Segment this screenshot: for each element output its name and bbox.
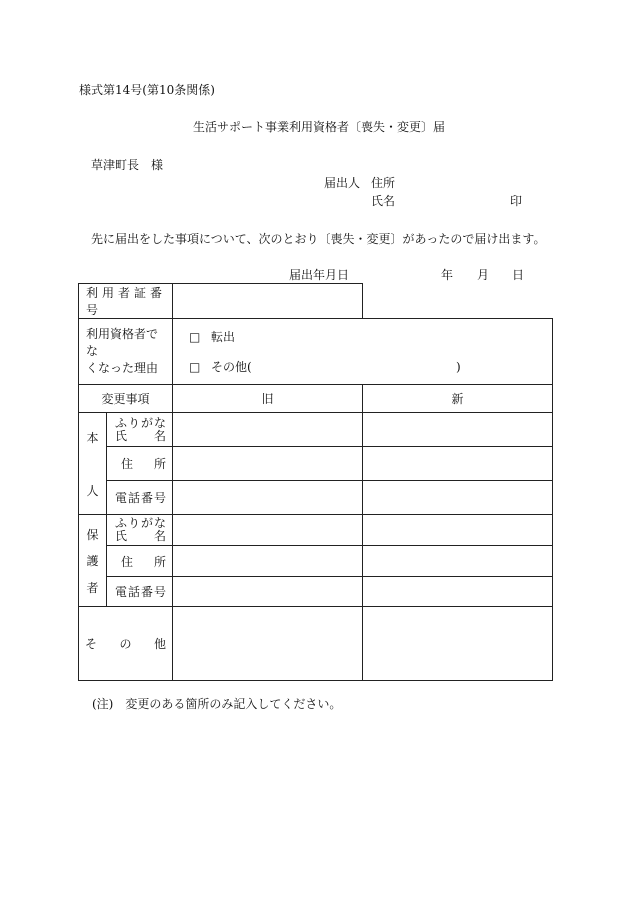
footnote: (注) 変更のある箇所のみ記入してください。 [92,697,342,711]
reason-options-cell [173,319,553,385]
applicant-address-label: 住所 [371,176,396,190]
old-header: 旧 [173,385,363,413]
self-address-old-cell[interactable] [173,447,363,481]
change-item-header: 変更事項 [79,385,173,413]
reason-label-line1: 利用資格者でな [86,327,159,358]
user-id-label-cell [79,284,173,319]
reason-option-transfer-label: 転出 [211,329,236,344]
other-new-cell[interactable] [363,607,553,681]
reason-row [79,319,553,385]
applicant-label: 届出人 [324,176,361,190]
name-label: 氏 名 [115,428,167,443]
user-id-row [79,284,553,319]
self-group-char-1: 本 [86,430,99,445]
user-id-input-cell[interactable] [173,284,363,319]
guardian-group-char-3: 者 [86,580,99,595]
guardian-group-char-2: 護 [86,554,99,568]
reason-option-transfer[interactable] [189,328,552,346]
furigana-label: ふ り が な [115,415,167,430]
form-table [78,283,553,681]
guardian-name-new-cell[interactable] [363,515,553,546]
self-phone-label: 電 話 番 号 [107,481,173,515]
self-group-char-2: 人 [86,483,99,498]
guardian-furigana-name-label [107,515,173,546]
user-id-empty-cell [363,284,553,319]
self-phone-new-cell[interactable] [363,481,553,515]
reason-option-other-label: その他( [211,359,252,374]
guardian-address-old-cell[interactable] [173,546,363,577]
guardian-phone-label: 電 話 番 号 [107,577,173,607]
user-id-label-text: 利用者証番号 [86,286,167,317]
self-group-label [79,413,107,515]
date-day-label: 日 [512,268,525,282]
guardian-address-label: 住 所 [107,546,173,577]
other-old-cell[interactable] [173,607,363,681]
addressee: 草津町長 様 [91,158,164,172]
self-name-new-cell[interactable] [363,413,553,447]
applicant-name-label: 氏名 [371,194,396,208]
self-address-label: 住 所 [107,447,173,481]
other-label: そ の 他 [79,607,173,681]
self-furigana-name-row [79,413,553,447]
name-label: 氏 名 [115,529,167,543]
submission-date-label: 届出年月日 [289,268,350,282]
seal-mark: 印 [510,194,523,208]
reason-label-line2: くなった理由 [86,361,159,375]
guardian-group-label [79,515,107,607]
form-title: 生活サポート事業利用資格者〔喪失・変更〕届 [193,120,446,134]
reason-option-other-close: ) [456,359,461,374]
user-id-label [79,284,172,318]
checkbox-icon[interactable]: □ [189,329,201,344]
date-year-label: 年 [441,268,454,282]
form-number: 様式第14号(第10条関係) [79,83,215,97]
other-row [79,607,553,681]
new-header: 新 [363,385,553,413]
checkbox-icon[interactable]: □ [189,359,201,374]
self-furigana-name-label [107,413,173,447]
guardian-phone-old-cell[interactable] [173,577,363,607]
reason-option-other[interactable] [189,358,552,376]
guardian-furigana-name-row [79,515,553,546]
guardian-address-new-cell[interactable] [363,546,553,577]
self-address-new-cell[interactable] [363,447,553,481]
date-month-label: 月 [477,268,490,282]
header-row [79,385,553,413]
guardian-address-row [79,546,553,577]
guardian-name-old-cell[interactable] [173,515,363,546]
reason-label-cell [79,319,173,385]
self-phone-old-cell[interactable] [173,481,363,515]
self-phone-row [79,481,553,515]
guardian-group-char-1: 保 [86,527,99,542]
body-text: 先に届出をした事項について、次のとおり〔喪失・変更〕があったので届け出ます。 [91,232,546,246]
furigana-label: ふ り が な [115,516,167,530]
guardian-phone-row [79,577,553,607]
guardian-phone-new-cell[interactable] [363,577,553,607]
self-name-old-cell[interactable] [173,413,363,447]
self-address-row [79,447,553,481]
